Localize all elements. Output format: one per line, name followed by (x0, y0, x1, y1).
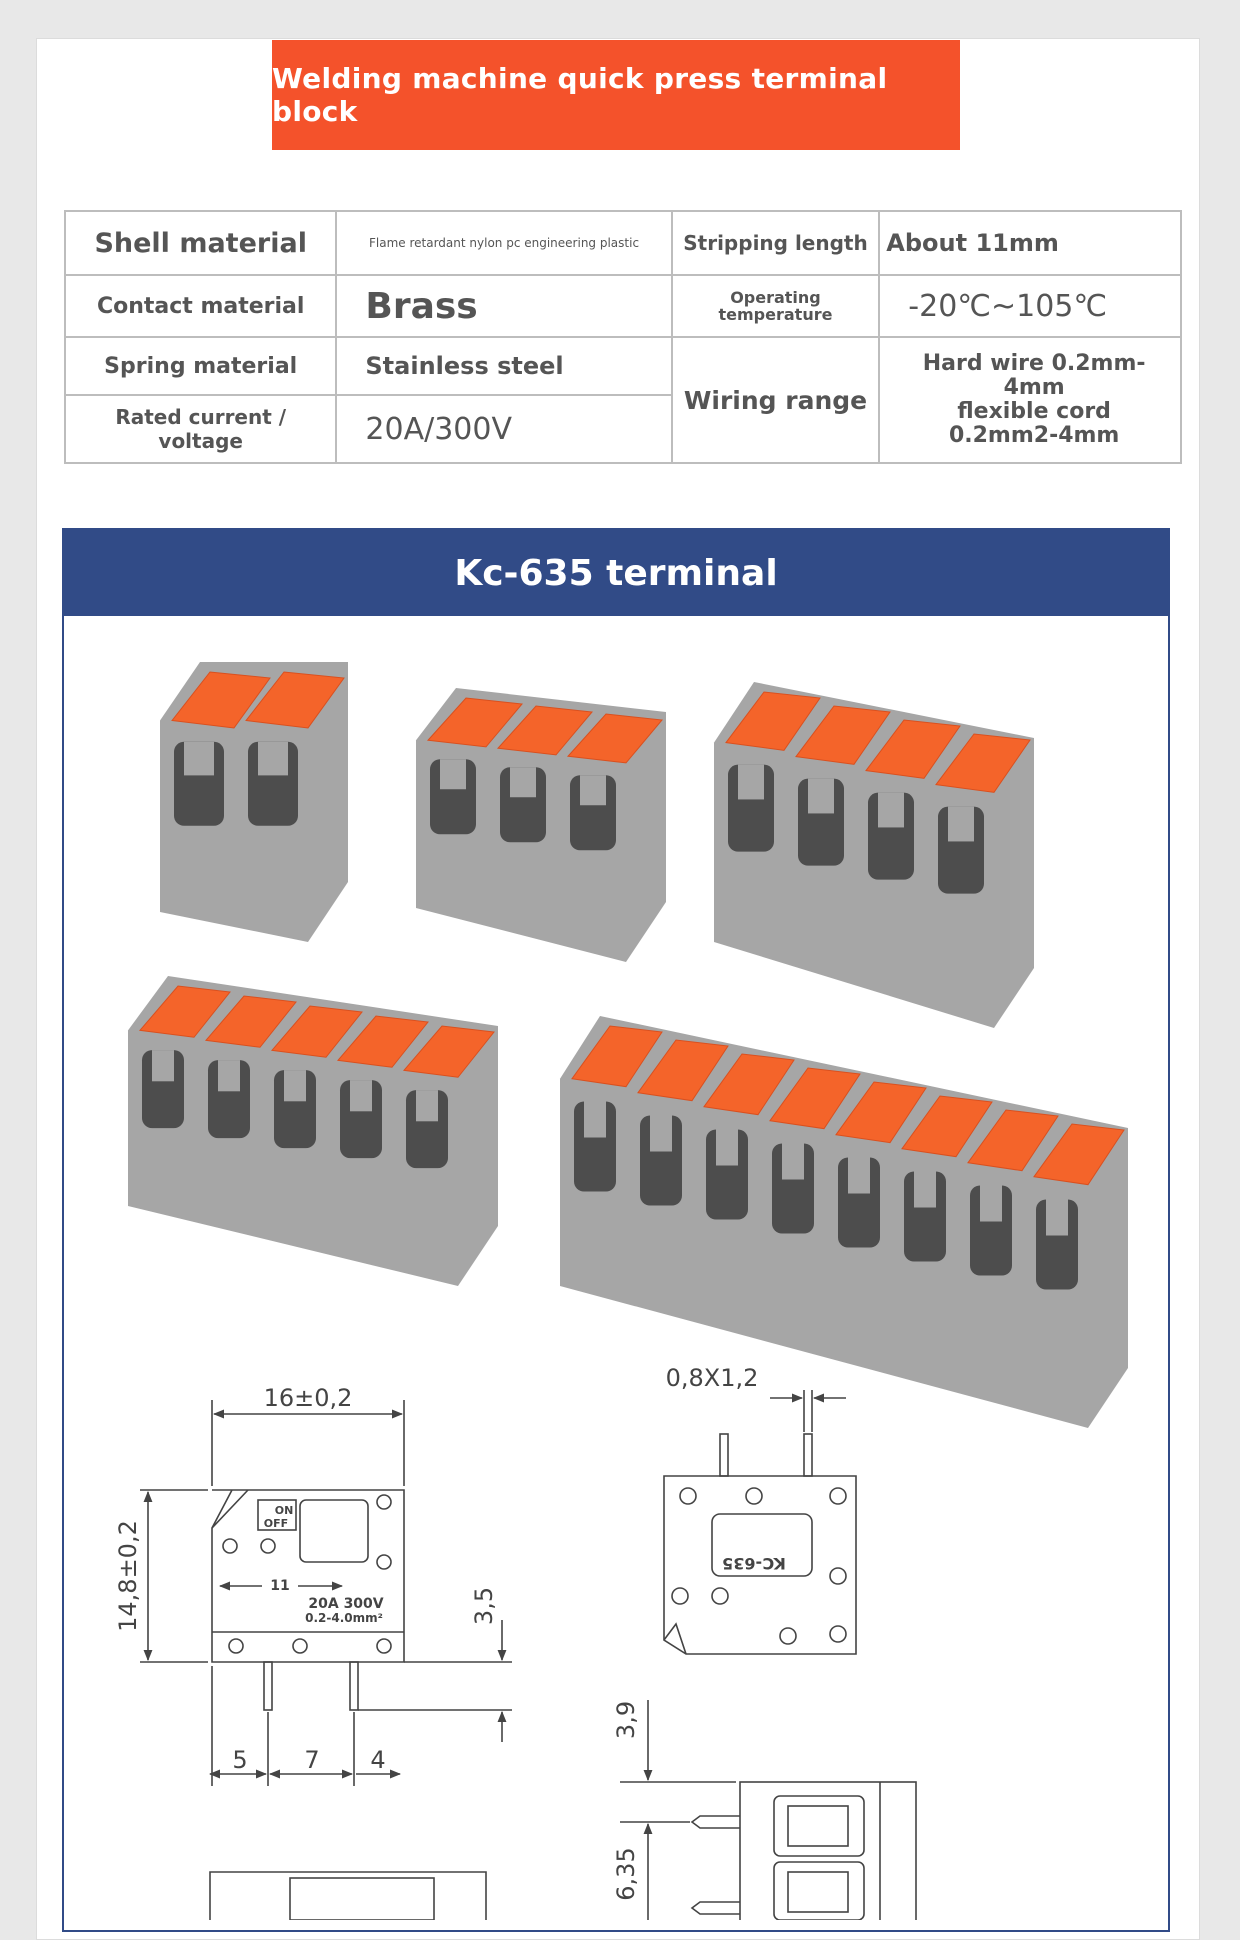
marking-off: OFF (263, 1517, 289, 1530)
stripping-value: About 11mm (879, 211, 1181, 275)
pin-length-dimension: 3,5 (470, 1586, 498, 1626)
operating-label-line2: temperature (718, 305, 833, 324)
spring-label: Spring material (65, 337, 336, 395)
contact-label: Contact material (65, 275, 336, 337)
marking-rating: 20A 300V (308, 1596, 384, 1612)
front-view-body (212, 1490, 404, 1662)
contact-value: Brass (336, 275, 671, 337)
height-dimension: 14,8±0,2 (114, 1520, 142, 1632)
wiring-value-line1: Hard wire 0.2mm-4mm (922, 351, 1146, 400)
wiring-value-line3: 0.2mm2-4mm (948, 423, 1120, 448)
spacing-c-dimension: 4 (370, 1746, 386, 1774)
marking-range: 0.2-4.0mm² (305, 1611, 383, 1625)
marking-on: ON (274, 1504, 294, 1517)
spacing-b-dimension: 7 (304, 1746, 320, 1774)
rated-value: 20A/300V (336, 395, 671, 463)
rated-label: Rated current / voltage (65, 395, 336, 463)
spring-value: Stainless steel (336, 337, 671, 395)
operating-value: -20℃~105℃ (879, 275, 1181, 337)
shell-value: Flame retardant nylon pc engineering plastic (336, 211, 671, 275)
side-b-dimension: 6,35 (612, 1847, 640, 1901)
wiring-value-line2: flexible cord (957, 399, 1111, 424)
marking-length: 11 (270, 1578, 290, 1594)
pin-dimension: 0,8X1,2 (665, 1364, 759, 1392)
wiring-label: Wiring range (672, 337, 880, 463)
spacing-a-dimension: 5 (232, 1746, 248, 1774)
side-a-dimension: 3,9 (612, 1700, 640, 1740)
shell-label: Shell material (65, 211, 336, 275)
operating-label-line1: Operating (730, 288, 821, 307)
bottom-model-marking: KC-635 (722, 1554, 786, 1573)
banner-title: Welding machine quick press terminal block (272, 62, 888, 128)
panel-title: Kc-635 terminal (454, 552, 778, 594)
stripping-label: Stripping length (672, 211, 880, 275)
width-dimension: 16±0,2 (263, 1384, 353, 1412)
